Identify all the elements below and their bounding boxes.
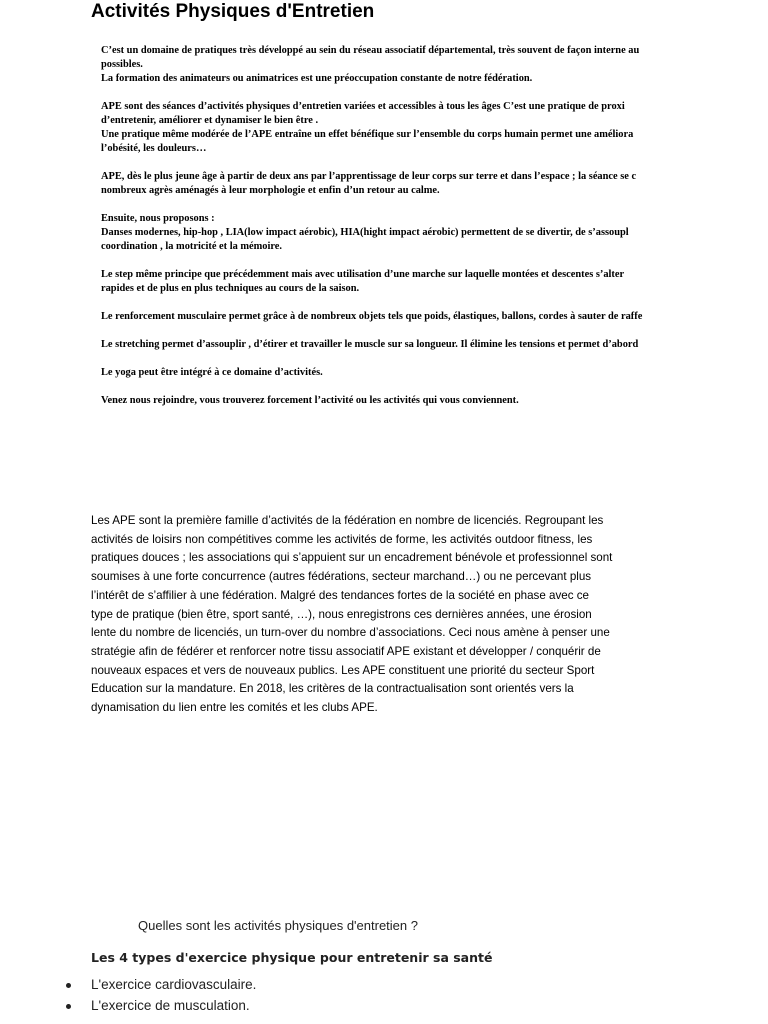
text-line: Venez nous rejoindre, vous trouverez forcement l’activité ou les activités qui vous conviennent. [101, 395, 519, 406]
text-line: C’est un domaine de pratiques très développé au sein du réseau associatif départemental, très souvent de façon interne au [101, 45, 640, 56]
text-line: l’obésité, les douleurs… [101, 143, 207, 154]
text-line: Ensuite, nous proposons : [101, 213, 215, 224]
bullet-icon [66, 983, 71, 988]
intro-paragraph [101, 310, 642, 324]
intro-paragraph [101, 44, 642, 86]
text-line: Les APE sont la première famille d’activités de la fédération en nombre de licenciés. Regroupant les [91, 514, 604, 527]
body-paragraph [91, 512, 691, 718]
intro-text-block [101, 44, 642, 422]
text-line: pratiques douces ; les associations qui s’appuient sur un encadrement bénévole et professionnel sont [91, 551, 613, 565]
list-item [0, 975, 768, 996]
list-item-label: L'exercice cardiovasculaire. [91, 977, 257, 992]
intro-paragraph [101, 100, 642, 156]
intro-paragraph [101, 366, 642, 380]
intro-paragraph [101, 394, 642, 408]
intro-paragraph [101, 268, 642, 296]
text-line: dynamisation du lien entre les comités et les clubs APE. [91, 701, 378, 715]
text-line: nombreux agrès aménagés à leur morphologie et enfin d’un retour au calme. [101, 185, 440, 196]
text-line: stratégie afin de fédérer et renforcer notre tissu associatif APE existant et développer / conquérir de [91, 644, 601, 658]
text-line: Danses modernes, hip-hop , LIA(low impact aérobic), HIA(hight impact aérobic) permettent de se divertir, de s’assoupl [101, 227, 629, 238]
text-line: soumises à une forte concurrence (autres fédérations, secteur marchand…) ou ne percevant plus [91, 570, 592, 584]
exercise-types-heading: Les 4 types d'exercice physique pour entretenir sa santé [91, 950, 493, 965]
page-title: Activités Physiques d'Entretien [91, 1, 375, 22]
text-line: d’entretenir, améliorer et dynamiser le bien être . [101, 115, 319, 126]
exercise-list [0, 975, 768, 1016]
text-line: lente du nombre de licenciés, un turn-over du nombre d’associations. Ceci nous amène à penser une [91, 626, 610, 640]
text-line: APE, dès le plus jeune âge à partir de deux ans par l’apprentissage de leur corps sur terre et dans l’espace ; la séance se c [101, 171, 637, 182]
text-line: l’intérêt de s’affilier à une fédération. Malgré des tendances fortes de la société en phase avec ce [91, 588, 589, 602]
text-line: possibles. [101, 59, 143, 70]
text-line: Le renforcement musculaire permet grâce à de nombreux objets tels que poids, élastiques, ballons, cordes à sauter de raffe [101, 311, 643, 322]
list-item-label: L'exercice de musculation. [91, 997, 250, 1013]
text-line: Le stretching permet d’assouplir , d’étirer et travailler le muscle sur sa longueur. Il élimine les tensions et permet d’abord [101, 339, 639, 350]
text-line: rapides et de plus en plus techniques au cours de la saison. [101, 283, 360, 294]
text-line: activités de loisirs non compétitives comme les activités de forme, les activités outdoor fitness, les [91, 532, 593, 546]
text-line: nouveaux espaces et vers de nouveaux publics. Les APE constituent une priorité du secteur Sport [91, 663, 595, 677]
bullet-icon [66, 1004, 71, 1009]
question-heading: Quelles sont les activités physiques d'entretien ? [138, 918, 418, 933]
list-item [0, 996, 768, 1017]
intro-paragraph [101, 170, 642, 198]
text-line: type de pratique (bien être, sport santé, …), nous enregistrons ces dernières années, une érosion [91, 607, 592, 621]
text-line: Le step même principe que précédemment mais avec utilisation d’une marche sur laquelle montées et descentes s’alter [101, 269, 625, 280]
text-line: Le yoga peut être intégré à ce domaine d’activités. [101, 367, 323, 378]
intro-paragraph [101, 338, 642, 352]
text-line: La formation des animateurs ou animatrices est une préoccupation constante de notre fédération. [101, 73, 533, 84]
text-line: coordination , la motricité et la mémoire. [101, 241, 283, 252]
text-line: Education sur la mandature. En 2018, les critères de la contractualisation sont orientés vers la [91, 682, 574, 696]
text-line: Une pratique même modérée de l’APE entraîne un effet bénéfique sur l’ensemble du corps humain permet une améliora [101, 129, 634, 140]
intro-paragraph [101, 212, 642, 254]
text-line: APE sont des séances d’activités physiques d’entretien variées et accessibles à tous les âges C’est une pratique de proxi [101, 101, 625, 112]
